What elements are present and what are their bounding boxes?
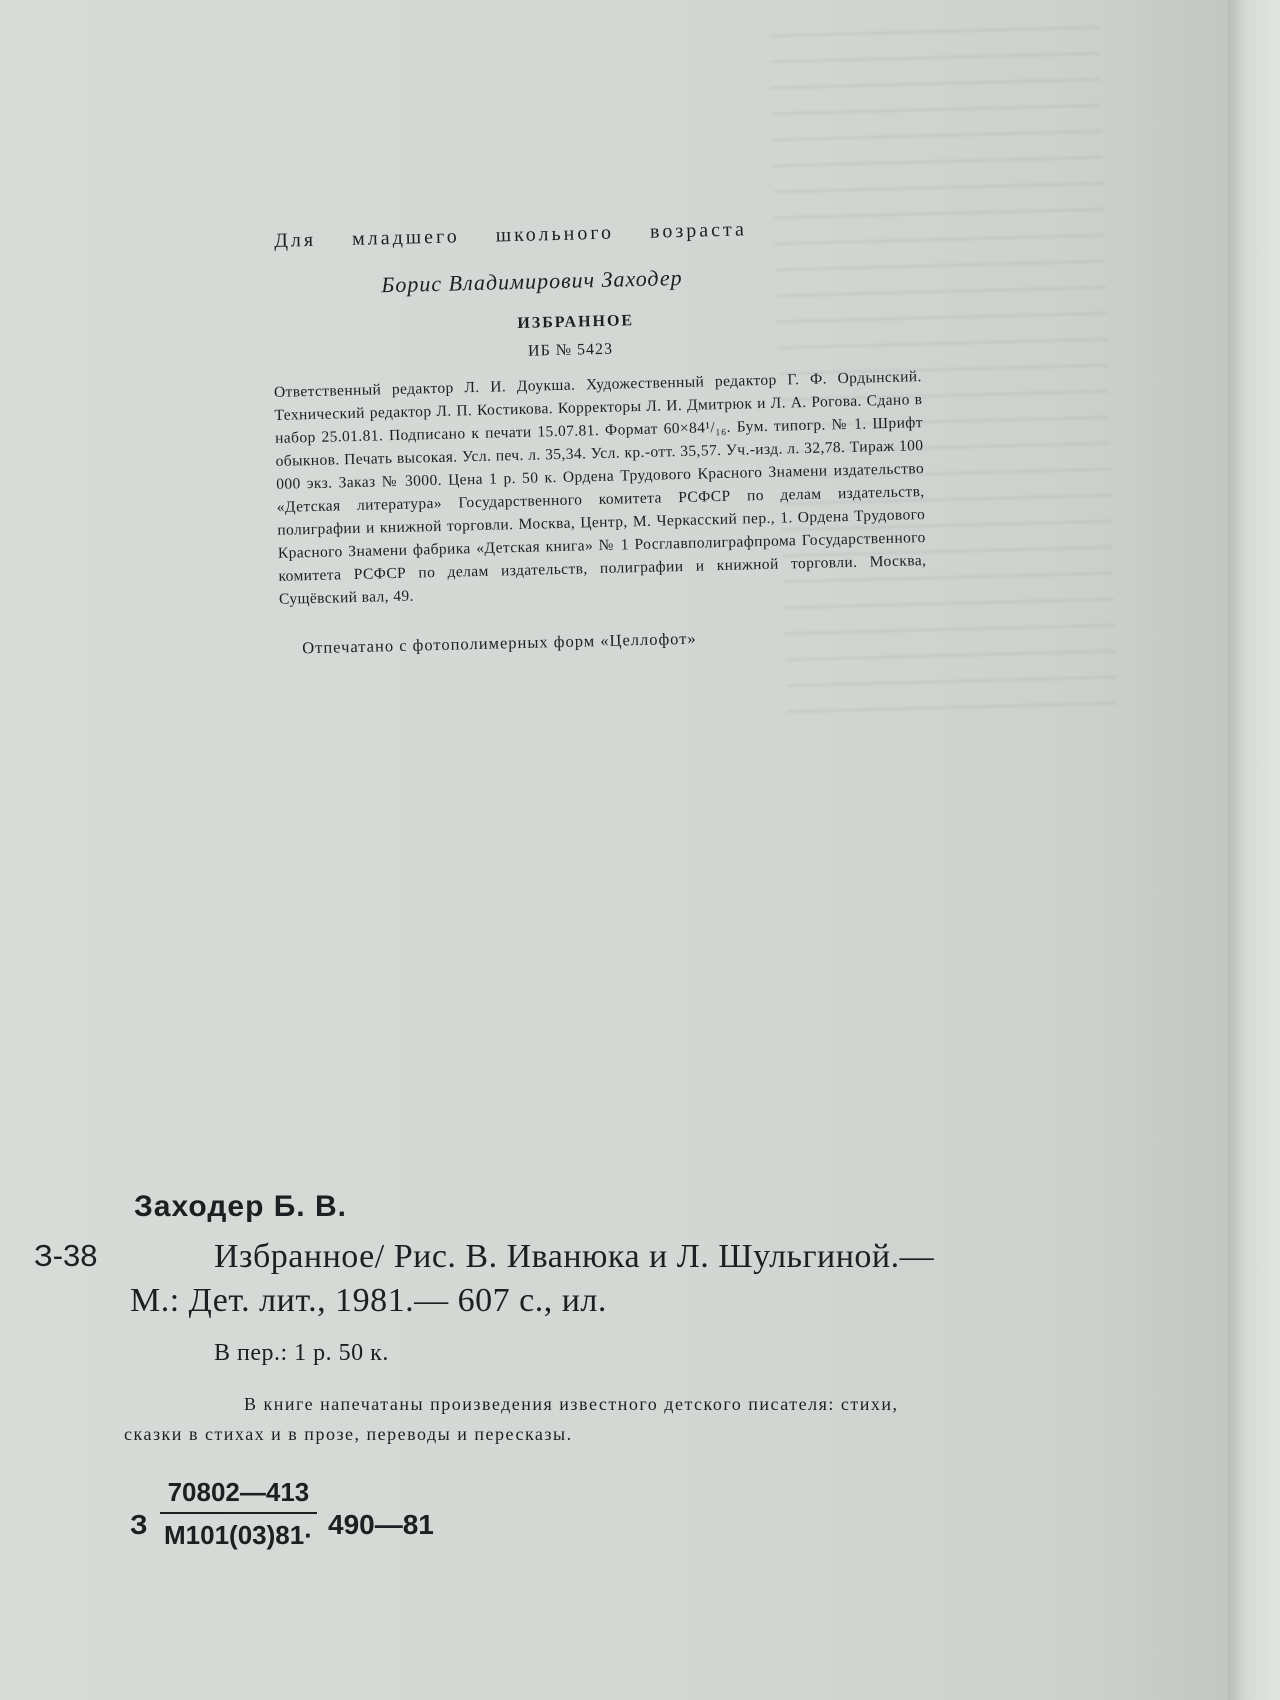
catalog-description-line1: Избранное/ Рис. В. Иванюка и Л. Шульгиной.— (214, 1238, 935, 1275)
code-prefix: З (130, 1509, 148, 1540)
facing-page-edge (1228, 0, 1280, 1700)
publication-credits: Ответственный редактор Л. И. Доукша. Художественный редактор Г. Ф. Ордынский. Технический редактор Л. П. Костикова. Корректоры Л. И. Дмитрюк и Л. А. Рогова. Сдано в набор 25.01.81. Подписано к печати 15.07.81. Формат 60×84¹/₁₆. Бум. типогр. № 1. Шрифт обыкнов. Печать высокая. Усл. печ. л. 35,34. Усл. кр.-отт. 35,57. Уч.-изд. л. 32,78. Тираж 100 000 экз. Заказ № 3000. Цена 1 р. 50 к. Ордена Трудового Красного Знамени издательство «Детская литература» Государственного комитета РСФСР по делам издательств, полиграфии и книжной торговли. Москва, Центр, М. Черкасский пер., 1. Ордена Трудового Красного Знамени фабрика «Детская книга» № 1 Росглавполиграфпрома Государственного комитета РСФСР по делам издательств, полиграфии и книжной торговли. Москва, Сущёвский вал, 49. (273, 368, 927, 608)
imprint-block (270, 214, 930, 659)
catalog-summary (124, 1389, 1184, 1449)
classification-code (130, 1477, 1184, 1577)
catalog-description-line2: М.: Дет. лит., 1981.— 607 с., ил. (130, 1282, 607, 1319)
catalog-author: Заходер Б. В. (134, 1190, 347, 1223)
summary-line1: В книге напечатаны произведения известного детского писателя: стихи, (244, 1394, 899, 1414)
code-fraction (160, 1477, 317, 1551)
catalog-card (34, 1190, 1184, 1577)
ib-number: ИБ № 5423 (527, 340, 614, 360)
code-denominator: М101(03)81· (164, 1520, 313, 1550)
book-title: ИЗБРАННОЕ (517, 312, 635, 332)
age-group-note: Для младшего школьного возраста (273, 218, 748, 252)
summary-line2: сказки в стихах и в прозе, переводы и пересказы. (124, 1424, 573, 1444)
author-full-name: Борис Владимирович Заходер (381, 264, 683, 298)
catalog-index: З-38 (34, 1238, 98, 1273)
catalog-main-row (34, 1238, 1184, 1282)
code-numerator: 70802—413 (167, 1477, 310, 1507)
printing-note: Отпечатано с фотополимерных форм «Целлофот» (301, 628, 697, 658)
catalog-price: В пер.: 1 р. 50 к. (214, 1340, 389, 1366)
code-suffix: 490—81 (328, 1509, 434, 1540)
